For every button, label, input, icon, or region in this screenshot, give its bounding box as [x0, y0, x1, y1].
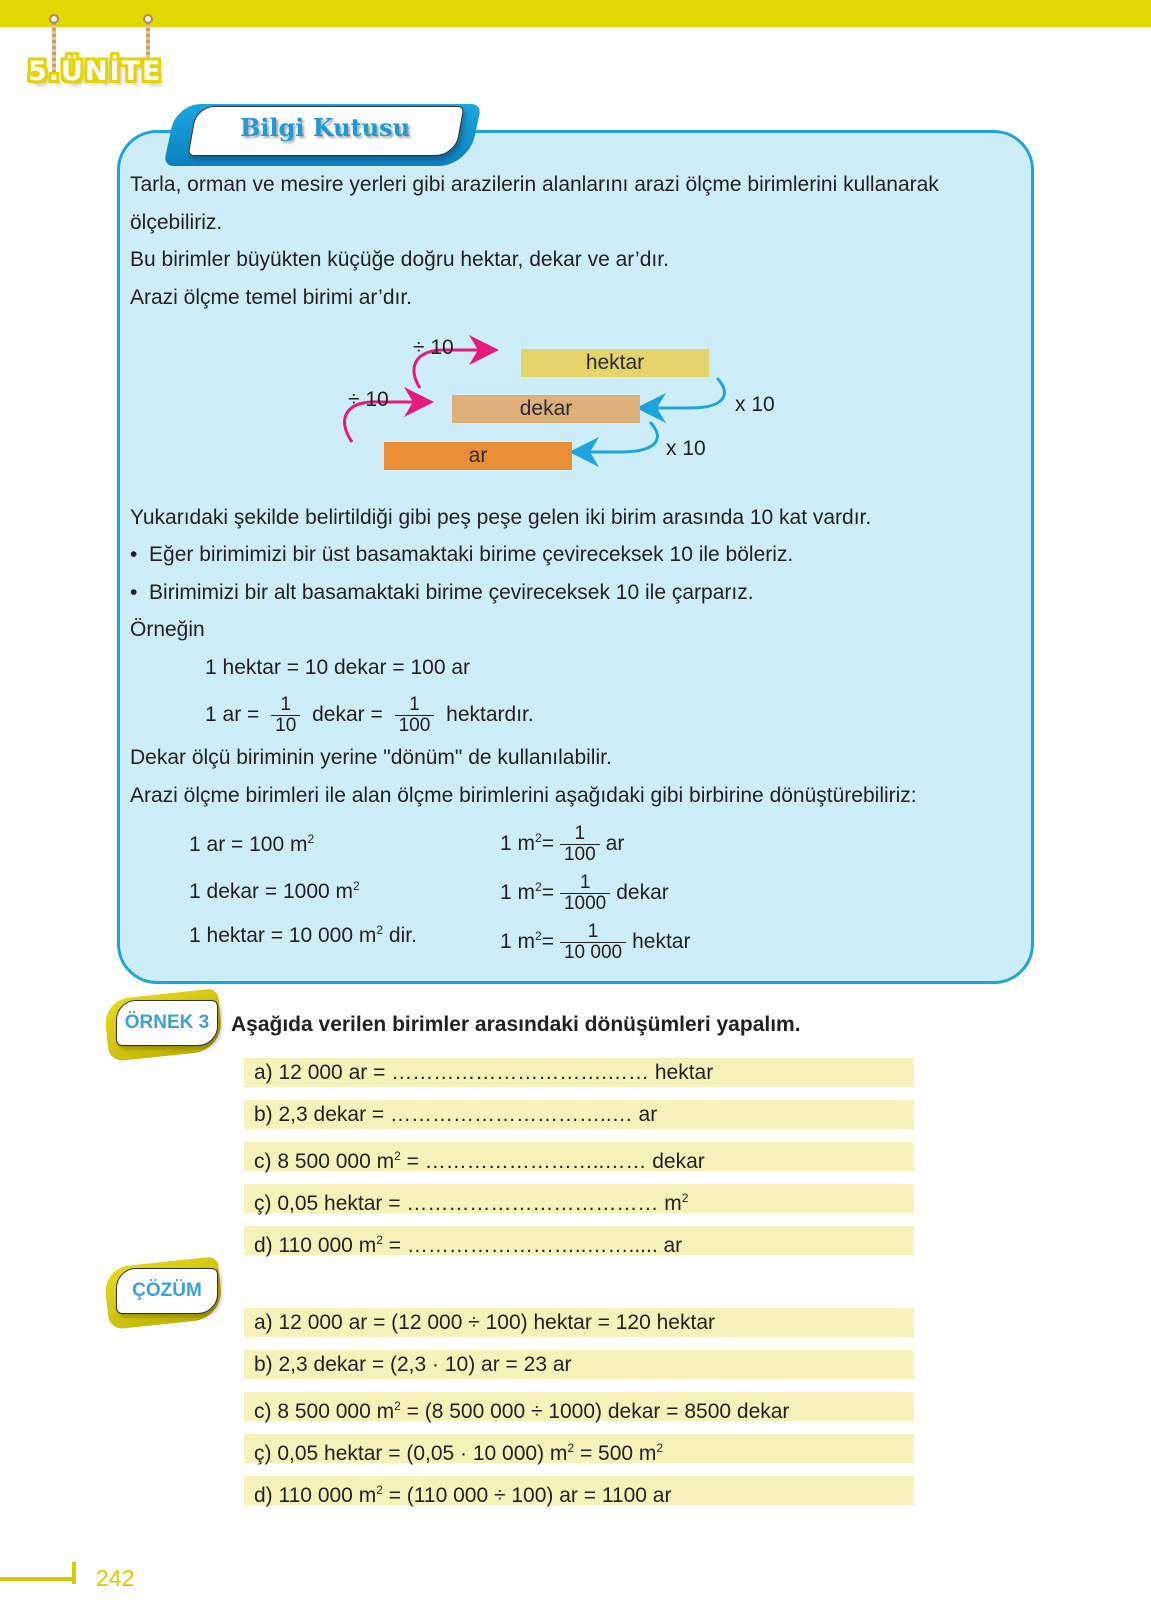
text: hektardır.	[446, 703, 534, 726]
conversion-right	[500, 914, 690, 964]
text: 1 m	[500, 881, 536, 904]
divide-label: ÷ 10	[413, 336, 454, 359]
unit-bar-hektar: hektar	[521, 349, 709, 377]
question-row	[244, 1226, 914, 1255]
text: = (110 000 ÷ 100) ar = 1100 ar	[382, 1484, 672, 1507]
fraction	[271, 695, 300, 736]
denominator: 10	[275, 714, 297, 736]
superscript: 2	[535, 831, 542, 845]
superscript: 2	[656, 1441, 664, 1455]
unit-bar-ar: ar	[384, 442, 572, 470]
conversion-right	[500, 816, 624, 866]
text: dekar =	[312, 703, 383, 726]
text: ar	[638, 1103, 658, 1126]
text: 1 ar = 100 m	[189, 833, 308, 856]
denominator: 100	[563, 843, 596, 865]
conversion-right	[500, 865, 669, 915]
ring-icon	[49, 14, 59, 24]
page-number: 242	[96, 1565, 135, 1591]
intro-line: ölçebiliriz.	[130, 211, 223, 234]
text: a) 12 000 ar = (12 000 ÷ 100) hektar = 120 hektar	[254, 1311, 715, 1334]
text: =	[541, 832, 554, 855]
bullet-text: Birimimizi bir alt basamaktaki birime çevireceksek 10 ile çarparız.	[149, 581, 754, 604]
fraction	[395, 695, 435, 736]
fraction	[560, 873, 610, 914]
question-row	[244, 1184, 914, 1213]
answer-blank: ………………………….……	[391, 1061, 655, 1084]
explanation-text: Yukarıdaki şekilde belirtildiği gibi peş peşe gelen iki birim arasında 10 kat vardır.	[130, 506, 872, 529]
numerator: 1	[560, 824, 600, 845]
text: 1 m	[500, 930, 536, 953]
numerator: 1	[560, 922, 626, 943]
text: dir.	[383, 924, 417, 947]
donum-note: Dekar ölçü biriminin yerine "dönüm" de kullanılabilir.	[130, 746, 612, 769]
example-line-1: 1 hektar = 10 dekar = 100 ar	[205, 656, 471, 679]
answer-blank: ………………………………	[406, 1192, 665, 1215]
bullet-item: • Birimimizi bir alt basamaktaki birime çevireceksek 10 ile çarparız.	[130, 581, 754, 604]
text: d) 110 000 m	[254, 1234, 377, 1257]
superscript: 2	[394, 1399, 401, 1413]
answer-blank: ……………………..…….....	[406, 1234, 664, 1257]
footer-rule	[0, 1577, 74, 1581]
answer-blank: ……………………..……	[424, 1150, 653, 1173]
bullet-item: • Eğer birimimizi bir üst basamaktaki birime çevireceksek 10 ile böleriz.	[130, 543, 794, 566]
superscript: 2	[535, 929, 542, 943]
superscript: 2	[307, 832, 315, 846]
numerator: 1	[560, 873, 610, 894]
superscript: 2	[681, 1191, 689, 1205]
question-row	[244, 1058, 914, 1087]
text: 1 m	[500, 832, 536, 855]
answer-row	[244, 1350, 914, 1379]
top-color-bar	[0, 0, 1151, 27]
footer-tick	[72, 1562, 76, 1584]
text: c) 8 500 000 m	[254, 1150, 395, 1173]
superscript: 2	[376, 1483, 383, 1497]
text: = 500 m	[574, 1442, 657, 1465]
text: 1 hektar = 10 000 m	[189, 924, 377, 947]
superscript: 2	[376, 923, 384, 937]
conversion-left	[189, 917, 417, 949]
text: =	[541, 930, 554, 953]
denominator: 10 000	[563, 941, 623, 963]
unit-label: 5.ÜNİTE	[28, 56, 163, 87]
superscript: 2	[394, 1149, 401, 1163]
text: hektar	[632, 930, 691, 953]
example-badge-label: ÖRNEK 3	[124, 1012, 210, 1033]
conversion-left	[189, 826, 314, 858]
conversion-intro: Arazi ölçme birimleri ile alan ölçme birimlerini aşağıdaki gibi birbirine dönüştürebiliriz:	[130, 784, 917, 807]
unit-badge	[28, 14, 163, 94]
superscript: 2	[535, 880, 542, 894]
text: c) 8 500 000 m	[254, 1400, 395, 1423]
text: ç) 0,05 hektar =	[254, 1192, 407, 1215]
bullet-text: Eğer birimimizi bir üst basamaktaki birime çevireceksek 10 ile böleriz.	[149, 543, 794, 566]
text: dekar	[652, 1150, 705, 1173]
fraction	[560, 922, 626, 963]
text: dekar	[616, 881, 669, 904]
answer-blank: …………………………..…	[390, 1103, 639, 1126]
intro-line: Bu birimler büyükten küçüğe doğru hektar, dekar ve ar’dır.	[130, 248, 669, 271]
multiply-label: x 10	[735, 393, 775, 416]
superscript: 2	[353, 879, 360, 893]
solution-badge	[106, 1262, 221, 1322]
answer-row	[244, 1308, 914, 1337]
info-box-title: Bilgi Kutusu	[239, 113, 411, 142]
intro-line: Tarla, orman ve mesire yerleri gibi arazilerin alanlarını arazi ölçme birimlerini kullanarak	[130, 173, 939, 196]
denominator: 100	[398, 714, 431, 736]
superscript: 2	[567, 1441, 575, 1455]
question-row	[244, 1142, 914, 1171]
unit-bar-dekar: dekar	[452, 395, 640, 423]
info-box-tab	[170, 96, 480, 168]
text: d) 110 000 m	[254, 1484, 377, 1507]
text: =	[400, 1150, 425, 1173]
question-row	[244, 1100, 914, 1129]
text: ar	[605, 832, 625, 855]
example-title: Aşağıda verilen birimler arasındaki dönüşümleri yapalım.	[231, 1013, 801, 1036]
text: ç) 0,05 hektar = (0,05 · 10 000) m	[254, 1442, 568, 1465]
text: =	[541, 881, 554, 904]
text: = (8 500 000 ÷ 1000) dekar = 8500 dekar	[400, 1400, 790, 1423]
text: m	[664, 1192, 682, 1215]
text: 1 dekar = 1000 m	[189, 880, 354, 903]
divide-label: ÷ 10	[348, 388, 389, 411]
fraction	[560, 824, 600, 865]
conversion-left	[189, 873, 360, 905]
text: hektar	[654, 1061, 714, 1084]
answer-row	[244, 1476, 914, 1505]
multiply-label: x 10	[666, 437, 706, 460]
text: =	[382, 1234, 407, 1257]
text: b) 2,3 dekar =	[254, 1103, 390, 1126]
example-badge	[106, 994, 221, 1054]
superscript: 2	[376, 1233, 383, 1247]
ring-icon	[143, 14, 153, 24]
text: b) 2,3 dekar = (2,3 · 10) ar = 23 ar	[254, 1353, 572, 1376]
text: 1 ar =	[205, 703, 260, 726]
text: ar	[663, 1234, 683, 1257]
answer-row	[244, 1434, 914, 1463]
numerator: 1	[395, 695, 435, 716]
example-label: Örneğin	[130, 618, 205, 641]
solution-badge-label: ÇÖZÜM	[132, 1280, 202, 1301]
intro-line: Arazi ölçme temel birimi ar’dır.	[130, 286, 413, 309]
denominator: 1000	[563, 892, 607, 914]
example-line-2	[205, 693, 534, 737]
numerator: 1	[271, 695, 300, 716]
answer-row	[244, 1392, 914, 1421]
text: a) 12 000 ar =	[254, 1061, 392, 1084]
